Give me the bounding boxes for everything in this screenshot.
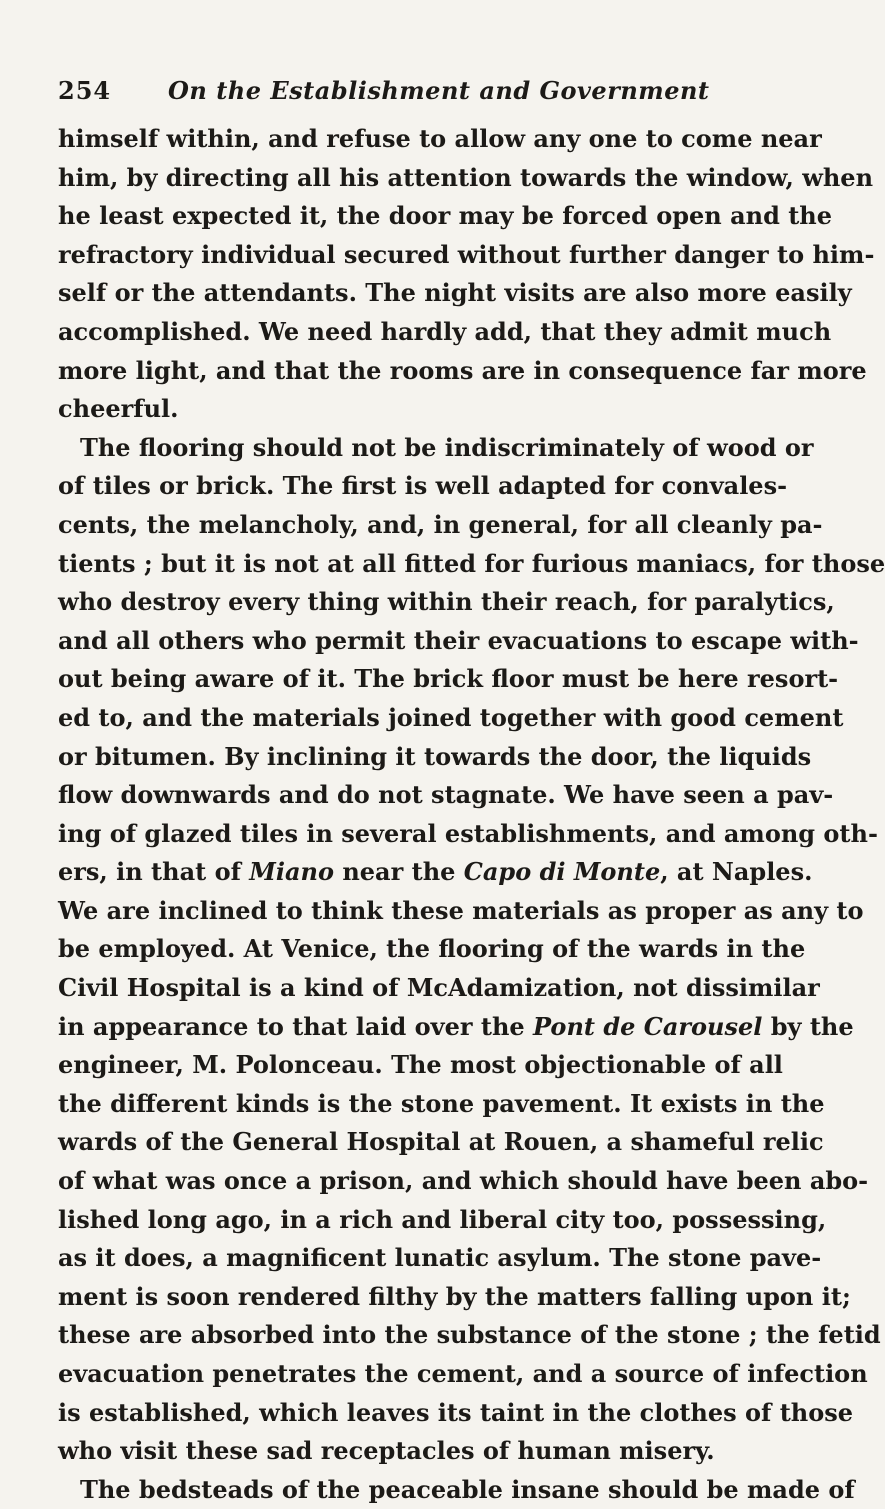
text-line: in appearance to that laid over the Pont de Carousel by the <box>58 1011 854 1041</box>
text-line: evacuation penetrates the cement, and a source of infection <box>58 1359 868 1388</box>
text-line: of tiles or brick. The first is well adapted for convales- <box>58 471 788 501</box>
page-number: 254 <box>58 76 112 105</box>
text-line: and all others who permit their evacuations to escape with- <box>58 625 859 655</box>
page-header <box>58 76 738 116</box>
text-line: The flooring should not be indiscriminately of wood or <box>80 432 814 462</box>
paragraph <box>58 1471 855 1509</box>
text-line: who visit these sad receptacles of human misery. <box>58 1436 715 1466</box>
body-text <box>58 120 885 1509</box>
text-line: The bedsteads of the peaceable insane should be made of <box>80 1474 855 1504</box>
text-line: himself within, and refuse to allow any one to come near <box>58 124 822 153</box>
text-line: lished long ago, in a rich and liberal city too, possessing, <box>58 1204 827 1234</box>
running-title: On the Establishment and Government <box>168 76 710 105</box>
text-line: him, by directing all his attention towards the window, when <box>58 162 874 192</box>
text-line: be employed. At Venice, the flooring of the wards in the <box>58 934 806 964</box>
text-line: of what was once a prison, and which should have been abo- <box>58 1166 869 1196</box>
text-line: We are inclined to think these materials as proper as any to <box>58 895 864 925</box>
text-line: out being aware of it. The brick floor must be here resort- <box>58 664 839 694</box>
text-line: ed to, and the materials joined together with good cement <box>58 702 844 732</box>
text-line: the different kinds is the stone pavement. It exists in the <box>58 1088 825 1118</box>
text-line: or bitumen. By inclining it towards the door, the liquids <box>58 741 812 771</box>
text-line: ers, in that of Miano near the Capo di Monte, at Naples. <box>58 857 813 887</box>
text-line: these are absorbed into the substance of the stone ; the fetid <box>58 1320 881 1350</box>
text-line: Civil Hospital is a kind of McAdamization, not dissimilar <box>58 973 820 1003</box>
text-line: who destroy every thing within their reach, for paralytics, <box>58 587 835 617</box>
text-line: cents, the melancholy, and, in general, for all cleanly pa- <box>58 509 823 539</box>
paragraph <box>58 120 875 429</box>
text-line: flow downwards and do not stagnate. We have seen a pav- <box>58 780 834 810</box>
text-line: engineer, M. Polonceau. The most objectionable of all <box>58 1050 783 1080</box>
text-line: tients ; but it is not at all fitted for furious maniacs, for those <box>58 548 885 578</box>
text-line: is established, which leaves its taint in the clothes of those <box>58 1397 854 1427</box>
text-line: accomplished. We need hardly add, that they admit much <box>58 316 832 346</box>
text-line: refractory individual secured without further danger to him- <box>58 239 875 269</box>
text-line: wards of the General Hospital at Rouen, a shameful relic <box>58 1127 824 1157</box>
text-line: self or the attendants. The night visits are also more easily <box>58 278 852 308</box>
text-line: as it does, a magnificent lunatic asylum. The stone pave- <box>58 1243 822 1273</box>
text-line: cheerful. <box>58 394 179 424</box>
text-line: ing of glazed tiles in several establishments, and among oth- <box>58 818 878 848</box>
text-line: he least expected it, the door may be forced open and the <box>58 201 833 231</box>
text-line: more light, and that the rooms are in consequence far more <box>58 355 867 385</box>
text-line: ment is soon rendered filthy by the matters falling upon it; <box>58 1281 851 1311</box>
paragraph <box>58 429 885 1471</box>
